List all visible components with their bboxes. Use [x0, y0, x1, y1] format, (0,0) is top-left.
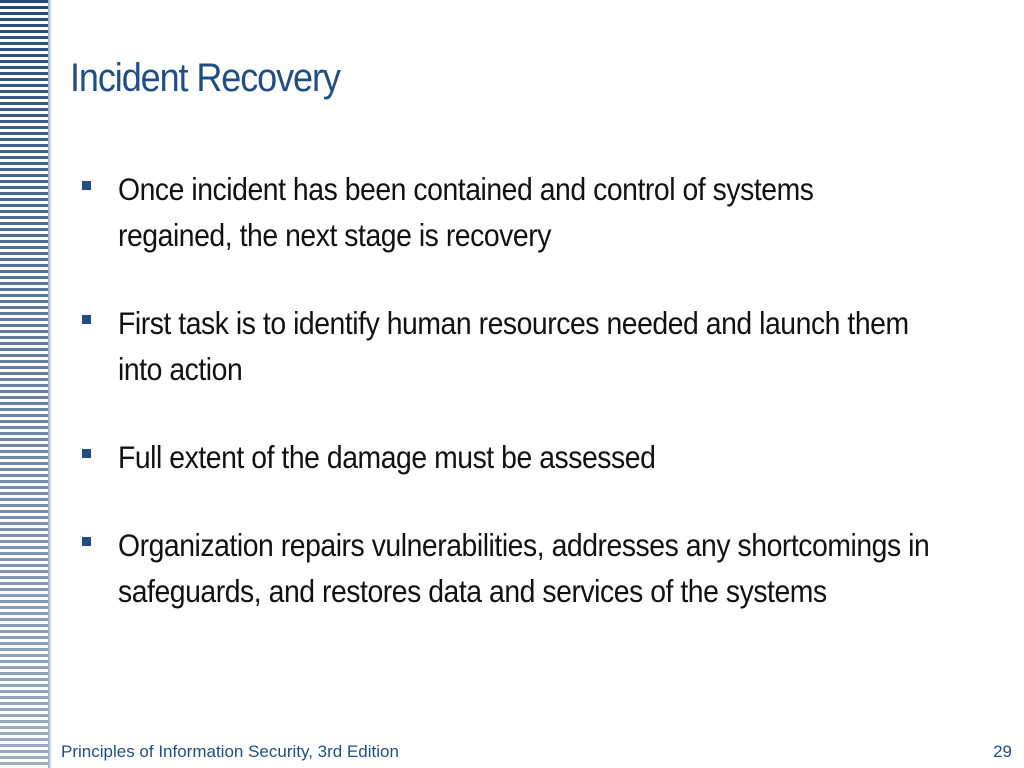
bullet-item: [82, 166, 1022, 258]
square-bullet-icon: [82, 449, 91, 458]
bullet-list: [82, 166, 1022, 656]
bullet-item: [82, 300, 1022, 392]
bullet-text: Full extent of the damage must be assessed: [118, 439, 656, 475]
bullet-text: Once incident has been contained and control of systems regained, the next stage is recovery: [118, 171, 814, 253]
square-bullet-icon: [82, 315, 91, 324]
footer-book-title: Principles of Information Security, 3rd Edition: [61, 742, 399, 761]
sidebar-edge: [48, 0, 52, 768]
bullet-item: [82, 522, 1022, 614]
slide-title: Incident Recovery: [70, 56, 340, 100]
page-number: 29: [993, 742, 1012, 761]
bullet-text: Organization repairs vulnerabilities, addresses any shortcomings in safeguards, and restores data and services of the systems: [118, 527, 930, 609]
square-bullet-icon: [82, 181, 91, 190]
square-bullet-icon: [82, 537, 91, 546]
bullet-item: [82, 434, 1022, 480]
sidebar-gradient-overlay: [0, 0, 50, 768]
bullet-text: First task is to identify human resources needed and launch them into action: [118, 305, 909, 387]
